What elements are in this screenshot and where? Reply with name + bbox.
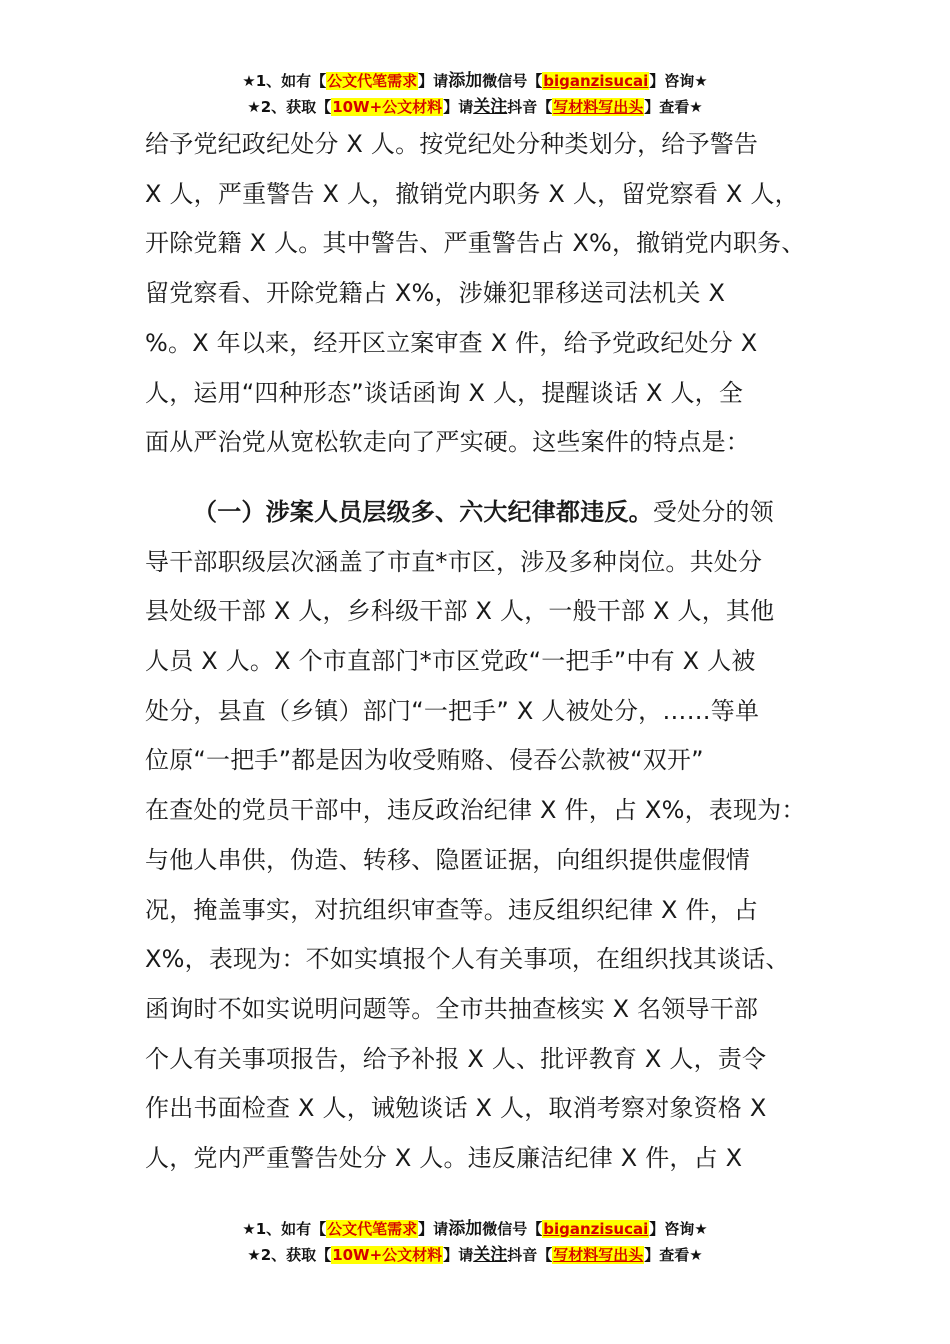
- section-heading: （一）涉案人员层级多、六大纪律都违反。: [193, 497, 653, 526]
- header-banner: [0, 68, 950, 120]
- highlight-service: 公文代笔需求: [327, 1220, 418, 1238]
- paragraph-1: 给予党纪政纪处分 X 人。按党纪处分种类划分，给予警告 X 人，严重警告 X 人，撤销党内职务 X 人，留党察看 X 人， 开除党籍 X 人。其中警告、严重警告占 X%，撤销党内职务、 留党察看、开除党籍占 X%，涉嫌犯罪移送司法机关 X %。X 年以来，经开区立案审查 X 件，给予党政纪处分 X 人，运用“四种形态”谈话函询 X 人，提醒谈话 X 人，全 面从严治党从宽松软走向了严实硬。这些案件的特点是：: [145, 130, 806, 457]
- banner-line-2: ★2、获取【10W+公文材料】请关注抖音【写材料写出头】查看★: [247, 1245, 703, 1265]
- banner-line-2: ★2、获取【10W+公文材料】请关注抖音【写材料写出头】查看★: [247, 97, 703, 117]
- douyin-account-link[interactable]: 写材料写出头: [553, 1246, 644, 1264]
- douyin-account-link[interactable]: 写材料写出头: [553, 98, 644, 116]
- wechat-id-link[interactable]: biganzisucai: [543, 1220, 649, 1238]
- banner-line-1: ★1、如有【公文代笔需求】请添加微信号【biganzisucai】咨询★: [242, 1219, 708, 1239]
- wechat-id-link[interactable]: biganzisucai: [543, 72, 649, 90]
- paragraph-2: （一）涉案人员层级多、六大纪律都违反。受处分的领: [193, 497, 774, 526]
- paragraph-2-continued: 导干部职级层次涵盖了市直*市区，涉及多种岗位。共处分 县处级干部 X 人，乡科级干部 X 人，一般干部 X 人，其他 人员 X 人。X 个市直部门*市区党政“一把手”中有 X 人被 处分，县直（乡镇）部门“一把手” X 人被处分，……等单 位原“一把手”都是因为收受贿赂、侵吞公款被“双开” 在查处的党员干部中，违反政治纪律 X 件，占 X%，表现为： 与他人串供，伪造、转移、隐匿证据，向组织提供虚假情 况，掩盖事实，对抗组织审查等。违反组织纪律 X 件，占 X%，表现为：不如实填报个人有关事项，在组织找其谈话、 函询时不如实说明问题等。全市共抽查核实 X 名领导干部 个人有关事项报告，给予补报 X 人、批评教育 X 人，责令 作出书面检查 X 人，诫勉谈话 X 人，取消考察对象资格 X 人，党内严重警告处分 X 人。违反廉洁纪律 X 件，占 X: [145, 547, 806, 1173]
- banner-line-1: ★1、如有【公文代笔需求】请添加微信号【biganzisucai】咨询★: [242, 71, 708, 91]
- highlight-materials: 10W+公文材料: [332, 98, 443, 116]
- highlight-materials: 10W+公文材料: [332, 1246, 443, 1264]
- highlight-service: 公文代笔需求: [327, 72, 418, 90]
- footer-banner: [0, 1216, 950, 1268]
- document-body: [145, 120, 835, 1184]
